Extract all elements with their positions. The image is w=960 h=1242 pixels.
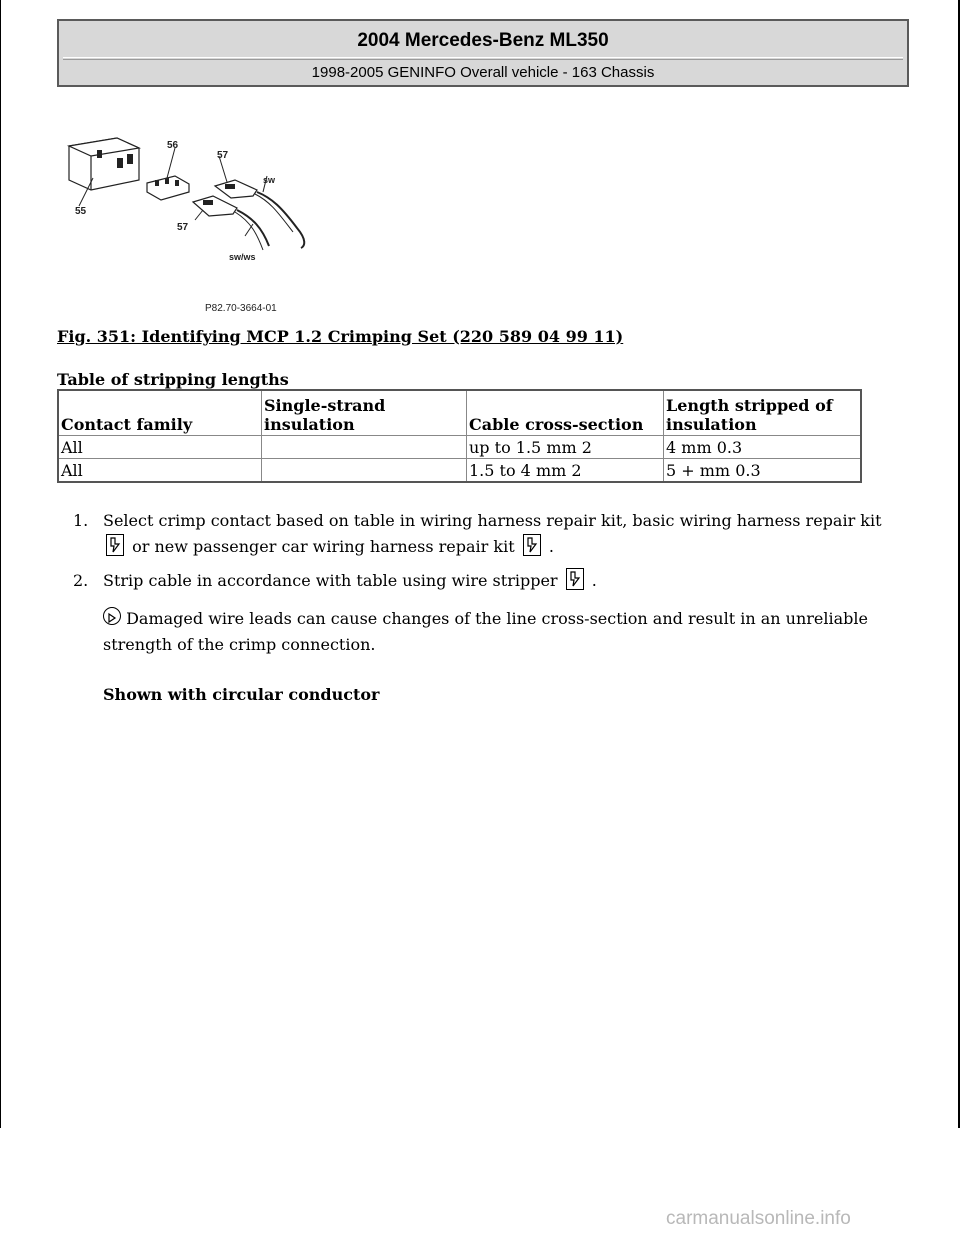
figure-image-code: P82.70-3664-01: [205, 303, 277, 314]
table-title: Table of stripping lengths: [57, 370, 289, 389]
procedure-steps: [73, 508, 903, 708]
step-2: [73, 568, 903, 594]
note-block: [73, 606, 903, 658]
callout-sw-ws: sw/ws: [229, 252, 256, 262]
table-cell: up to 1.5 mm 2: [467, 436, 664, 459]
table-header-row: [58, 390, 861, 436]
table-cell: 1.5 to 4 mm 2: [467, 459, 664, 483]
stripping-lengths-table: [57, 389, 862, 483]
watermark: carmanualsonline.info: [666, 1208, 851, 1229]
table-cell: All: [58, 436, 262, 459]
callout-57-lower: 57: [177, 222, 189, 233]
col-cable-cross-section: Cable cross-section: [467, 390, 664, 436]
step-text: .: [591, 571, 597, 590]
table-cell: 5 + mm 0.3: [664, 459, 862, 483]
step-1: [73, 508, 903, 560]
col-contact-family: Contact family: [58, 390, 262, 436]
document-subtitle: 1998-2005 GENINFO Overall vehicle - 163 Chassis: [63, 59, 903, 84]
note-icon: [103, 607, 121, 625]
callout-55: 55: [75, 206, 87, 217]
shown-with-label: Shown with circular conductor: [103, 685, 380, 704]
callout-sw: sw: [263, 175, 276, 185]
document-title: 2004 Mercedes-Benz ML350: [63, 24, 903, 58]
tool-icon[interactable]: [523, 534, 541, 556]
note-text: Damaged wire leads can cause changes of the line cross-section and result in an unreliable strength of the crimp connection.: [103, 609, 868, 654]
callout-56: 56: [167, 140, 179, 151]
step-number: 2.: [73, 571, 89, 590]
crimping-set-figure: [57, 128, 337, 318]
tool-icon[interactable]: [566, 568, 584, 590]
page-left-rule: [0, 0, 1, 1128]
step-number: 1.: [73, 511, 89, 530]
col-length-stripped: Length stripped of insulation: [664, 390, 862, 436]
step-text: Select crimp contact based on table in wiring harness repair kit, basic wiring harness repair kit: [103, 511, 882, 530]
col-single-strand-insulation: Single-strand insulation: [262, 390, 467, 436]
step-text: or new passenger car wiring harness repair kit: [132, 537, 515, 556]
table-cell: 4 mm 0.3: [664, 436, 862, 459]
step-text: .: [548, 537, 554, 556]
crimping-set-illustration: [57, 128, 337, 318]
figure-caption[interactable]: Fig. 351: Identifying MCP 1.2 Crimping Set (220 589 04 99 11): [57, 327, 624, 346]
table-row: [58, 459, 861, 483]
document-header: [57, 19, 909, 87]
callout-57-upper: 57: [217, 150, 229, 161]
tool-icon[interactable]: [106, 534, 124, 556]
table-cell: [262, 459, 467, 483]
table-row: [58, 436, 861, 459]
table-cell: All: [58, 459, 262, 483]
table-cell: [262, 436, 467, 459]
step-text: Strip cable in accordance with table using wire stripper: [103, 571, 558, 590]
